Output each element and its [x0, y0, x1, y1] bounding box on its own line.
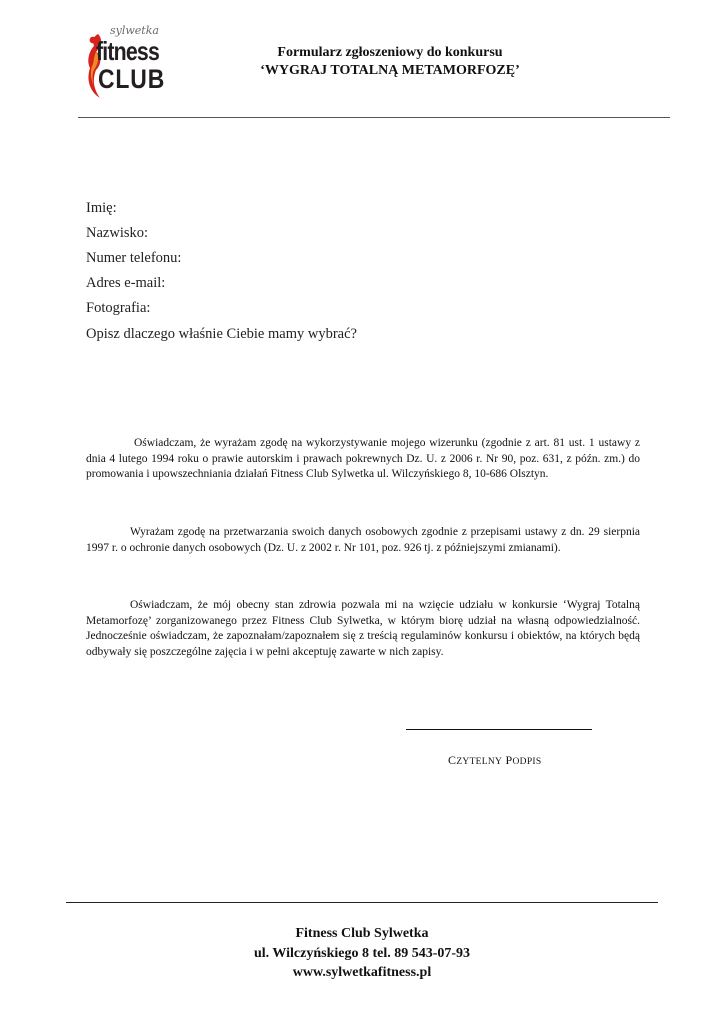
field-first-name: Imię:	[86, 200, 117, 216]
footer-website: www.sylwetkafitness.pl	[292, 965, 432, 980]
health-declaration-paragraph: Oświadczam, że mój obecny stan zdrowia pozwala mi na wzięcie udziału w konkursie ‘Wygraj Totalną Metamorfozę’ zorganizowanego przez Fitness Club Sylwetka, w którym biorę udział na własną odpowiedzialność. Jednocześnie oświadczam, że zapoznałam/zapoznałem się z treścią regulaminów konkursu i obiektów, na których będą odbywały się poszczególne zajęcia i w pełni akceptuję zawarte w nich zapisy.	[86, 599, 640, 658]
contest-name: ‘WYGRAJ TOTALNĄ METAMORFOZĘ’	[260, 63, 520, 78]
logo-word-club: CLUB	[98, 64, 166, 94]
field-photo: Fotografia:	[86, 300, 151, 316]
footer-address: ul. Wilczyńskiego 8 tel. 89 543-07-93	[253, 946, 471, 961]
fitness-club-logo	[84, 24, 180, 104]
header-divider	[78, 117, 670, 118]
footer-company: Fitness Club Sylwetka	[295, 926, 429, 941]
consent-image-paragraph: Oświadczam, że wyrażam zgodę na wykorzystywanie mojego wizerunku (zgodnie z art. 81 ust. 1 ustawy z dnia 4 lutego 1994 roku o prawie autorskim i prawach pokrewnych Dz. U. z 2006 r. Nr 90, poz. 631, z późn. zm.) do promowania i upowszechniania działań Fitness Club Sylwetka ul. Wilczyńskiego 8, 10-686 Olsztyn.	[86, 437, 640, 480]
field-phone: Numer telefonu:	[86, 250, 182, 266]
logo-script-text: sylwetka	[110, 24, 159, 37]
consent-data-paragraph: Wyrażam zgodę na przetwarzania swoich danych osobowych zgodnie z przepisami ustawy z dn. 29 sierpnia 1997 r. o ochronie danych osobowych (Dz. U. z 2002 r. Nr 101, poz. 926 tj. z późniejszymi zmianami).	[86, 526, 640, 554]
signature-label: CZYTELNY PODPIS	[448, 753, 542, 767]
form-title: Formularz zgłoszeniowy do konkursu	[277, 45, 503, 60]
footer-divider	[66, 902, 658, 903]
logo-word-fitness: fitness	[96, 36, 159, 66]
signature-line	[406, 729, 592, 730]
field-last-name: Nazwisko:	[86, 225, 149, 241]
field-email: Adres e-mail:	[86, 275, 166, 291]
field-why-you: Opisz dlaczego właśnie Ciebie mamy wybrać?	[86, 326, 357, 342]
